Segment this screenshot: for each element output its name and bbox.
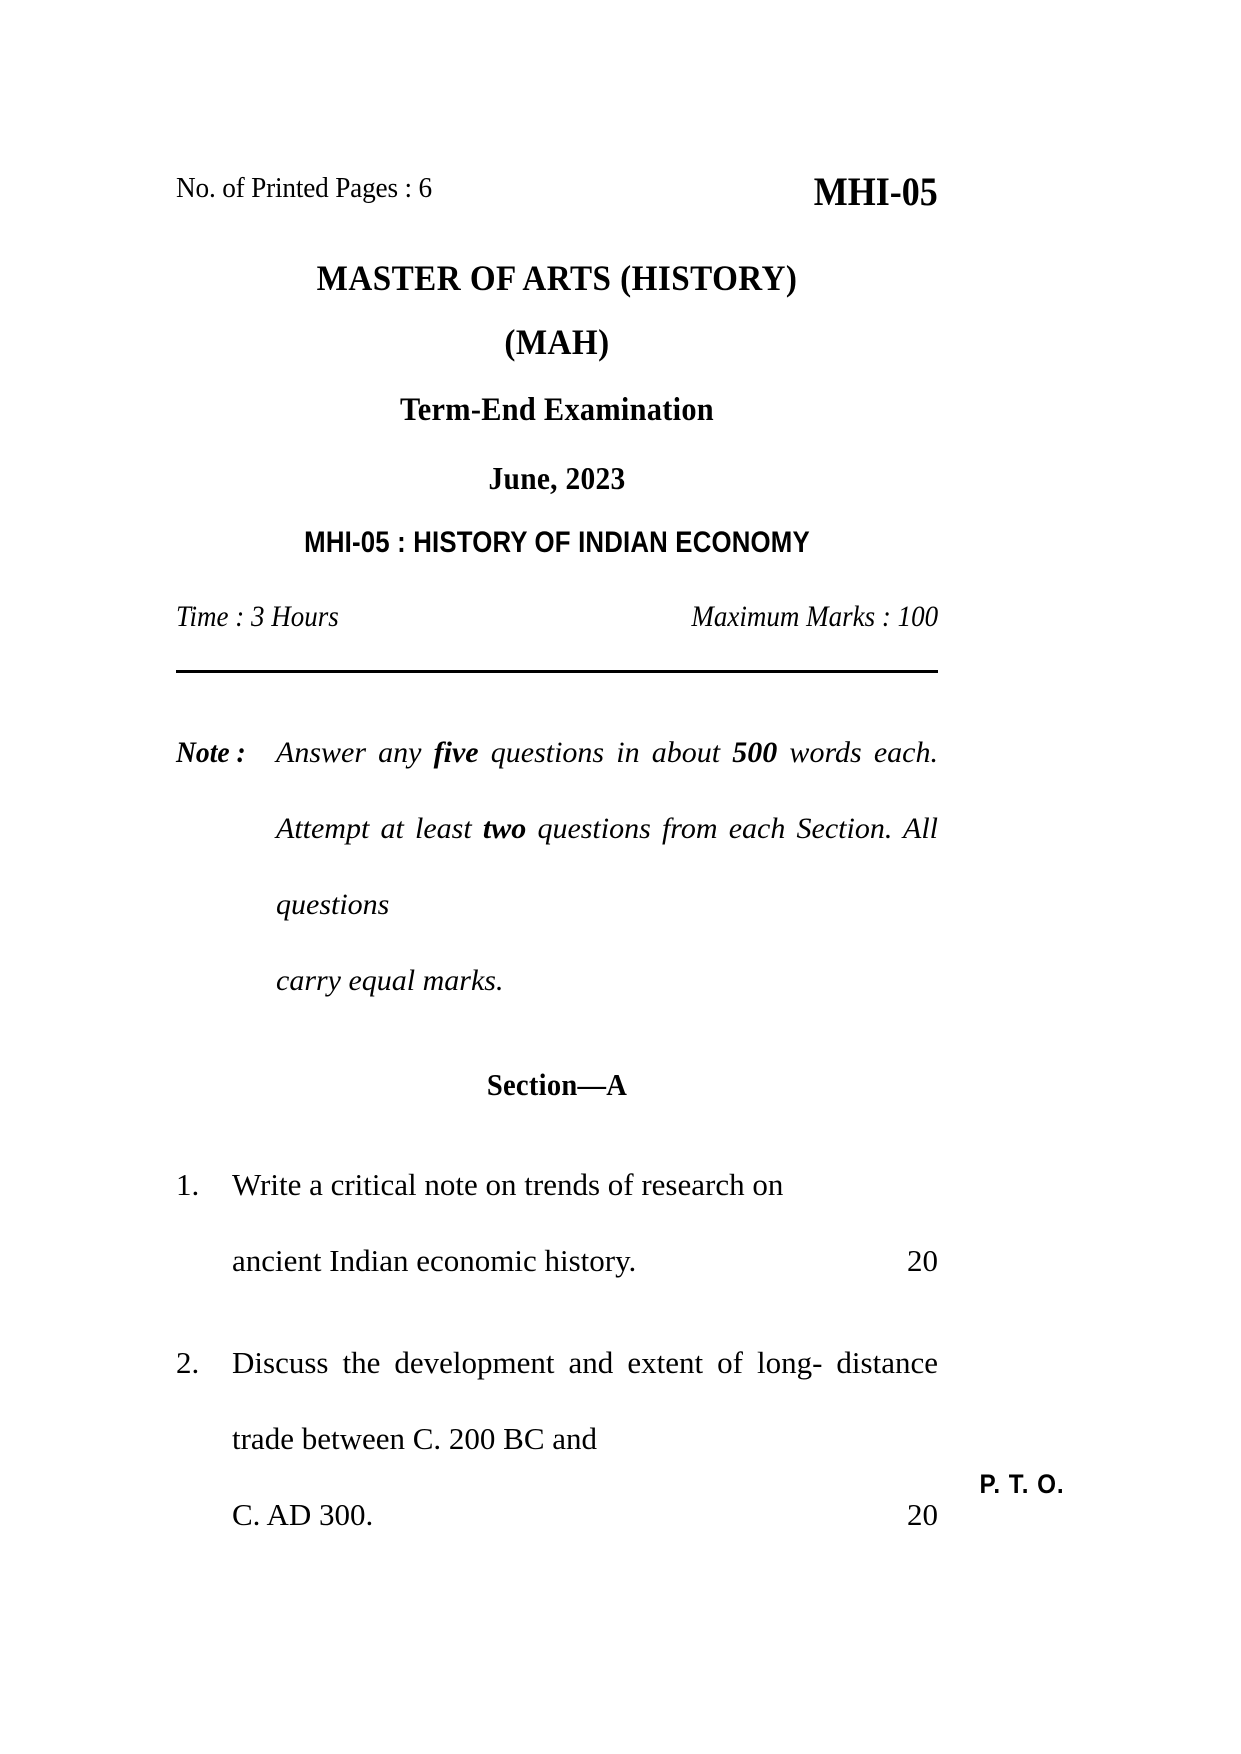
page-turn-over-label: P. T. O. xyxy=(979,1469,1065,1499)
page-content xyxy=(176,0,938,1579)
note-fragment: words each. Attempt at least xyxy=(276,736,938,845)
question-text xyxy=(232,1325,938,1553)
question-item xyxy=(176,1325,938,1553)
note-fragment: Answer any xyxy=(276,736,434,769)
question-line: C. AD 300. xyxy=(232,1497,374,1532)
question-body xyxy=(232,1147,938,1299)
programme-abbreviation: (MAH) xyxy=(504,322,610,362)
question-line: distance trade between C. 200 BC and xyxy=(232,1345,938,1456)
horizontal-divider xyxy=(176,670,938,673)
note-fragment: questions from each Section. All questions xyxy=(276,812,938,921)
question-last-line xyxy=(232,1223,938,1299)
exam-duration: Time : 3 Hours xyxy=(176,600,339,633)
exam-info-row xyxy=(176,600,938,642)
note-emphasis: two xyxy=(482,812,527,845)
question-body xyxy=(232,1325,938,1553)
note-body-text xyxy=(276,736,938,921)
examination-session: June, 2023 xyxy=(488,460,626,496)
question-item xyxy=(176,1147,938,1299)
note-emphasis: five xyxy=(433,736,479,769)
question-text xyxy=(232,1147,938,1299)
note-instructions xyxy=(276,715,938,1019)
note-label: Note : xyxy=(176,736,246,769)
question-line: Discuss the development and extent of long- xyxy=(232,1345,823,1380)
question-line: ancient Indian economic history. xyxy=(232,1243,637,1278)
question-number: 1. xyxy=(176,1167,200,1202)
programme-title: MASTER OF ARTS (HISTORY) xyxy=(316,258,798,298)
question-marks: 20 xyxy=(907,1243,938,1278)
note-last-line: carry equal marks. xyxy=(276,964,504,997)
examination-type: Term-End Examination xyxy=(400,392,714,428)
course-code-label: MHI-05 xyxy=(814,169,938,214)
question-list xyxy=(176,1147,938,1553)
subject-title: MHI-05 : HISTORY OF INDIAN ECONOMY xyxy=(304,526,810,559)
note-emphasis: 500 xyxy=(732,736,778,769)
header-meta-row xyxy=(176,168,938,216)
section-a-heading: Section—A xyxy=(486,1067,628,1102)
note-block xyxy=(176,715,938,1019)
question-number: 2. xyxy=(176,1345,200,1380)
question-last-line xyxy=(232,1477,938,1553)
title-block xyxy=(176,260,938,560)
question-line: Write a critical note on trends of research on xyxy=(232,1167,784,1202)
question-marks: 20 xyxy=(907,1497,938,1532)
note-fragment: questions in about xyxy=(478,736,733,769)
printed-pages-label: No. of Printed Pages : 6 xyxy=(176,172,432,204)
maximum-marks: Maximum Marks : 100 xyxy=(691,600,938,633)
